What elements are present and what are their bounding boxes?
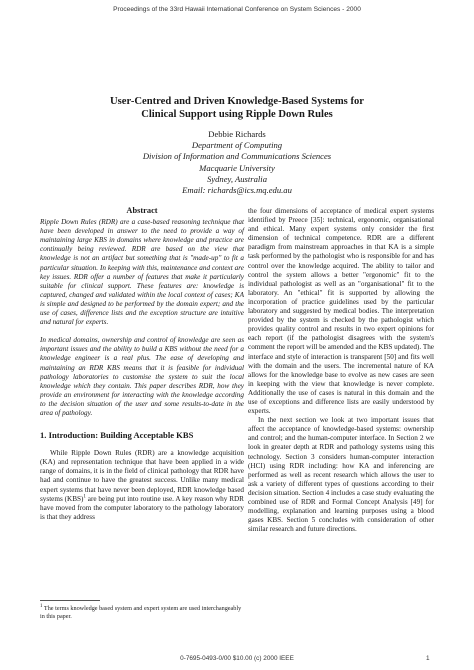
footnote (40, 605, 244, 621)
author-block (0, 129, 474, 196)
abstract-paragraph-1: Ripple Down Rules (RDR) are a case-based reasoning technique that have been developed in answer to the need to provide a way of maintaining large KBS in domains where knowledge and practice are continually being reviewed. RDR are based on the view that knowledge is not an artifact but something that is "made-up" to fit a particular situation. In keeping with this, maintenance and context are key issues. RDR offer a number of features that make it particularly suitable for clinical support. These features are: knowledge is captured, changed and validated within the local context of cases; KA is simple and designed to be performed by the domain expert; and the use of cases, difference lists and the exception structure are intuitive and natural for experts. (40, 218, 244, 327)
author-name: Debbie Richards (208, 129, 266, 139)
section-heading-introduction: 1. Introduction: Building Acceptable KBS (40, 430, 194, 441)
right-paragraph-1: the four dimensions of acceptance of medical expert systems identified by Preece [35]: technical, ergonomic, organisational and ethical. Many expert systems only consider the first dimension of technical competence. RDR are a different paradigm from mainstream approaches in that KA is a simple task performed by the pathologist who is responsible for and has control over the knowledge acquired. The ability to tailor and control the system allows a better "ergonomic" fit to the individual pathologist as well as an "organisational" fit to the laboratory. An "ethical" fit is supported by allowing the incorporation of practice guidelines used by the particular laboratory and suggested by medical bodies. The interpretation provided by the system is checked by the pathologist which provides quality control and results in two expert opinions for each report (if the pathologist disagrees with the system's comment the report will be amended and the KBS updated). The interface and style of interaction is transparent [50] and fits well with the domain and the users. The incremental nature of KA allows for the knowledge base to evolve as new cases are seen in keeping with the view that knowledge is never complete. Additionally the use of cases is natural in this domain and the use of exceptions and difference lists are easily understood by experts. (248, 207, 434, 416)
running-header: Proceedings of the 33rd Hawaii International Conference on System Sciences - 2000 (113, 6, 361, 13)
author-department: Department of Computing (191, 140, 283, 151)
footnote-mark: 1 (40, 603, 43, 609)
title-line-2: Clinical Support using Ripple Down Rules (141, 109, 333, 120)
title-line-1: User-Centred and Driven Knowledge-Based Systems for (110, 96, 364, 107)
right-column (248, 207, 434, 534)
footnote-rule (40, 600, 100, 601)
author-email: Email: richards@ics.mq.edu.au (182, 185, 292, 196)
author-location: Sydney, Australia (207, 173, 267, 184)
intro-text-b: are being put into routine use. A key reason why RDR have moved from the computer laboratory to the pathology laboratory is that they address (40, 494, 244, 521)
intro-paragraph-1 (40, 449, 244, 522)
abstract-paragraph-2: In medical domains, ownership and control of knowledge are seen as important issues and the ability to build a KBS without the need for a knowledge engineer is a real plus. The ease of developing and maintaining an RDR KBS means that it is feasible for individual pathology laboratories to customise the system to suit the local knowledge which they contain. This paper describes RDR, how they provide an environment for interacting with the knowledge according to the decision situation of the user and some results-to-date in the area of pathology. (40, 336, 244, 417)
footnote-text: The terms knowledge based system and expert system are used interchangeably in this paper. (40, 605, 242, 620)
left-column (40, 206, 244, 522)
intro-text-a: While Ripple Down Rules (RDR) are a knowledge acquisition (KA) and representation technique that have been applied in a wide range of domains, it is in the field of clinical pathology that RDR have had and continue to have the greatest success. Unlike many medical expert systems that have never been deployed, RDR knowledge based systems (KBS) (40, 449, 244, 503)
footnote-ref: 1 (83, 494, 86, 500)
abstract-heading: Abstract (126, 206, 158, 215)
paper-title (0, 95, 474, 121)
page-footer: 0-7695-0493-0/00 $10.00 (c) 2000 IEEE (180, 655, 294, 662)
author-university: Macquarie University (199, 162, 275, 173)
page-number: 1 (426, 655, 430, 662)
right-paragraph-2: In the next section we look at two important issues that affect the acceptance of knowledge-based systems: ownership and control; and the human-computer interface. In Section 2 we look in greater depth at RDR and pathology systems using this technology. Section 3 considers human-computer interaction (HCI) using RDR including: how KA and inferencing are performed as well as recent research which allows the user to ask a variety of different types of questions according to their decision situation. Section 4 includes a case study evaluating the combined use of RDR and Formal Concept Analysis [49] for modelling, explanation and learning purposes using a blood gases KBS. Section 5 concludes with consideration of other similar research and future directions. (248, 416, 434, 534)
author-division: Division of Information and Communications Sciences (142, 151, 332, 162)
